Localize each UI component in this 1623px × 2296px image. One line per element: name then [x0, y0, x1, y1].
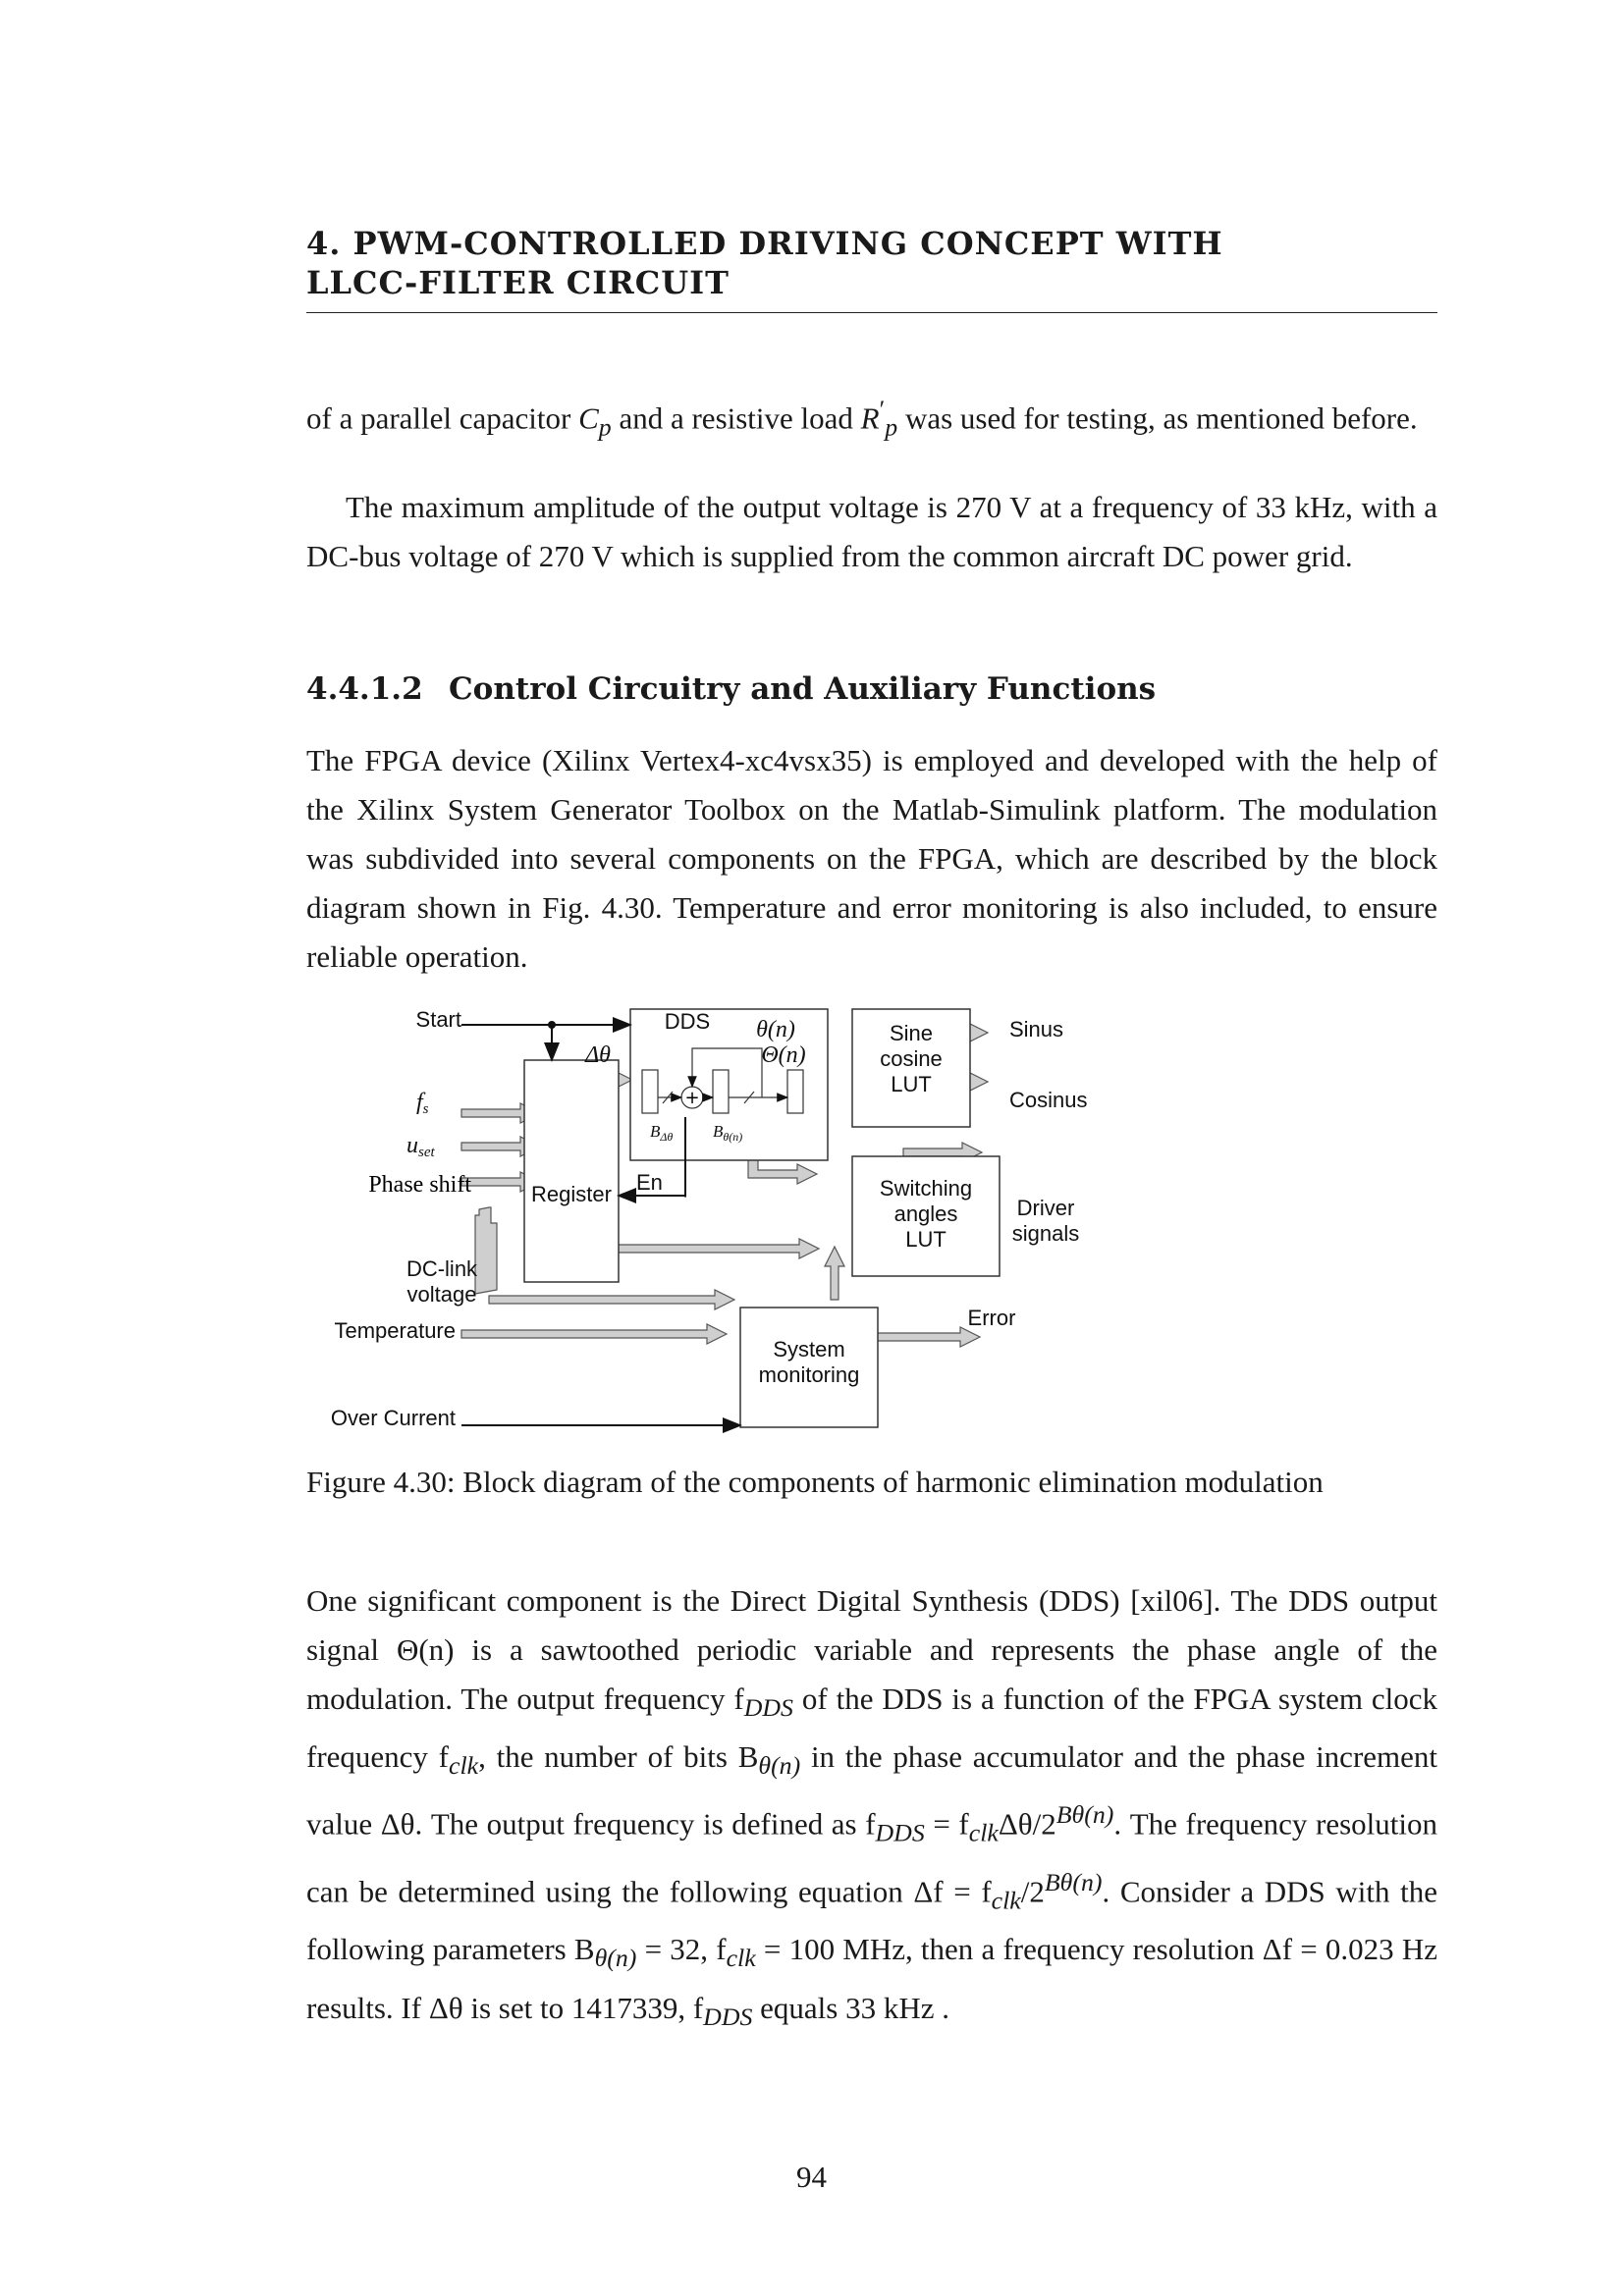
section-title: Control Circuitry and Auxiliary Functions	[449, 671, 1157, 707]
driver-signals-line-2: signals	[1011, 1221, 1080, 1246]
paragraph-3: The FPGA device (Xilinx Vertex4-xc4vsx35) is employed and developed with the help of the Xilinx System Generator Toolbox on the Matlab-Simulink platform. The modulation was subdivided into several components on the FPGA, which are described by the block diagram shown in Fig. 4.30. Temperature and error monitoring is also included, to ensure reliable operation.	[306, 743, 1437, 974]
switching-lut-line-3: LUT	[905, 1227, 947, 1252]
header-line-2: LLCC-FILTER CIRCUIT	[306, 264, 730, 301]
delta-theta-label: Δθ	[585, 1042, 611, 1068]
junction-dot	[548, 1021, 556, 1029]
switching-lut-line-1: Switching	[879, 1176, 973, 1201]
paragraph-2: The maximum amplitude of the output voltage is 270 V at a frequency of 33 kHz, with a DC-bus voltage of 270 V which is supplied from the common aircraft DC power grid.	[306, 490, 1437, 573]
register-label: Register	[531, 1182, 612, 1206]
sine-lut-line-3: LUT	[891, 1072, 932, 1096]
system-monitoring-line-1: System	[773, 1337, 845, 1362]
paragraph-4: One significant component is the Direct Digital Synthesis (DDS) [xil06]. The DDS output signal Θ(n) is a sawtoothed periodic variable and represents the phase angle of the modulation. The output frequency $f_{DDS}$ of the DDS is a function of the FPGA system clock frequency $f_{clk}$, the number of bits $B_{\theta(n)}$ in the phase accumulator and the phase increment value Δθ. The output frequency is defined as $f_{DDS} = f_{clk}\Delta\theta/2^{B\theta(n)}$. The frequency resolution can be determined using the following equation $\Delta f = f_{clk}/2^{B\theta(n)}$. Consider a DDS with the following parameters $B_{\theta(n)} = 32$, $f_{clk} = 100$ MHz, then a frequency resolution Δf = 0.023 Hz results. If Δθ is set to 1417339, $f_{DDS}$ equals 33 kHz .	[306, 1583, 1438, 2031]
switching-lut-line-2: angles	[893, 1201, 958, 1226]
over-current-label: Over Current	[330, 1406, 456, 1430]
start-label: Start	[415, 1007, 461, 1032]
sine-lut-line-1: Sine	[889, 1021, 934, 1045]
header-rule	[306, 312, 1437, 313]
sinus-label: Sinus	[1009, 1017, 1064, 1041]
header-line-1: 4. PWM-CONTROLLED DRIVING CONCEPT WITH	[306, 225, 1223, 262]
b-delta-theta-label: $B_{\Delta\theta}$	[650, 1122, 674, 1144]
theta-n-label: θ(n)	[756, 1017, 795, 1042]
system-monitoring-line-2: monitoring	[758, 1362, 860, 1387]
en-label: En	[636, 1170, 663, 1195]
dds-label: DDS	[664, 1009, 711, 1034]
running-header	[306, 224, 1437, 302]
cosinus-label: Cosinus	[1009, 1088, 1088, 1112]
sine-lut-line-2: cosine	[880, 1046, 943, 1071]
dc-link-line-1: DC-link	[406, 1256, 478, 1281]
phase-shift-label: Phase shift	[368, 1172, 471, 1198]
register-block	[524, 1060, 619, 1282]
block-diagram	[330, 999, 1345, 1461]
page-number: 94	[796, 2160, 827, 2194]
big-theta-n-label: Θ(n)	[761, 1042, 806, 1068]
error-label: Error	[967, 1306, 1016, 1330]
dc-link-line-2: voltage	[406, 1282, 477, 1307]
fs-label: fs	[416, 1090, 429, 1117]
adder-symbol: +	[684, 1088, 700, 1108]
paragraph-1: of a parallel capacitor $C_p$ and a resistive load $R'_p$ was used for testing, as mentioned before.	[306, 395, 1418, 442]
driver-signals-line-1: Driver	[1016, 1196, 1075, 1220]
figure-caption: Figure 4.30: Block diagram of the components of harmonic elimination modulation	[306, 1465, 1324, 1499]
temperature-label: Temperature	[334, 1318, 456, 1343]
uset-label: uset	[406, 1133, 435, 1160]
b-theta-n-label: $B_{\theta(n)}$	[713, 1122, 743, 1144]
section-heading	[306, 671, 1437, 707]
section-number: 4.4.1.2	[306, 671, 423, 707]
